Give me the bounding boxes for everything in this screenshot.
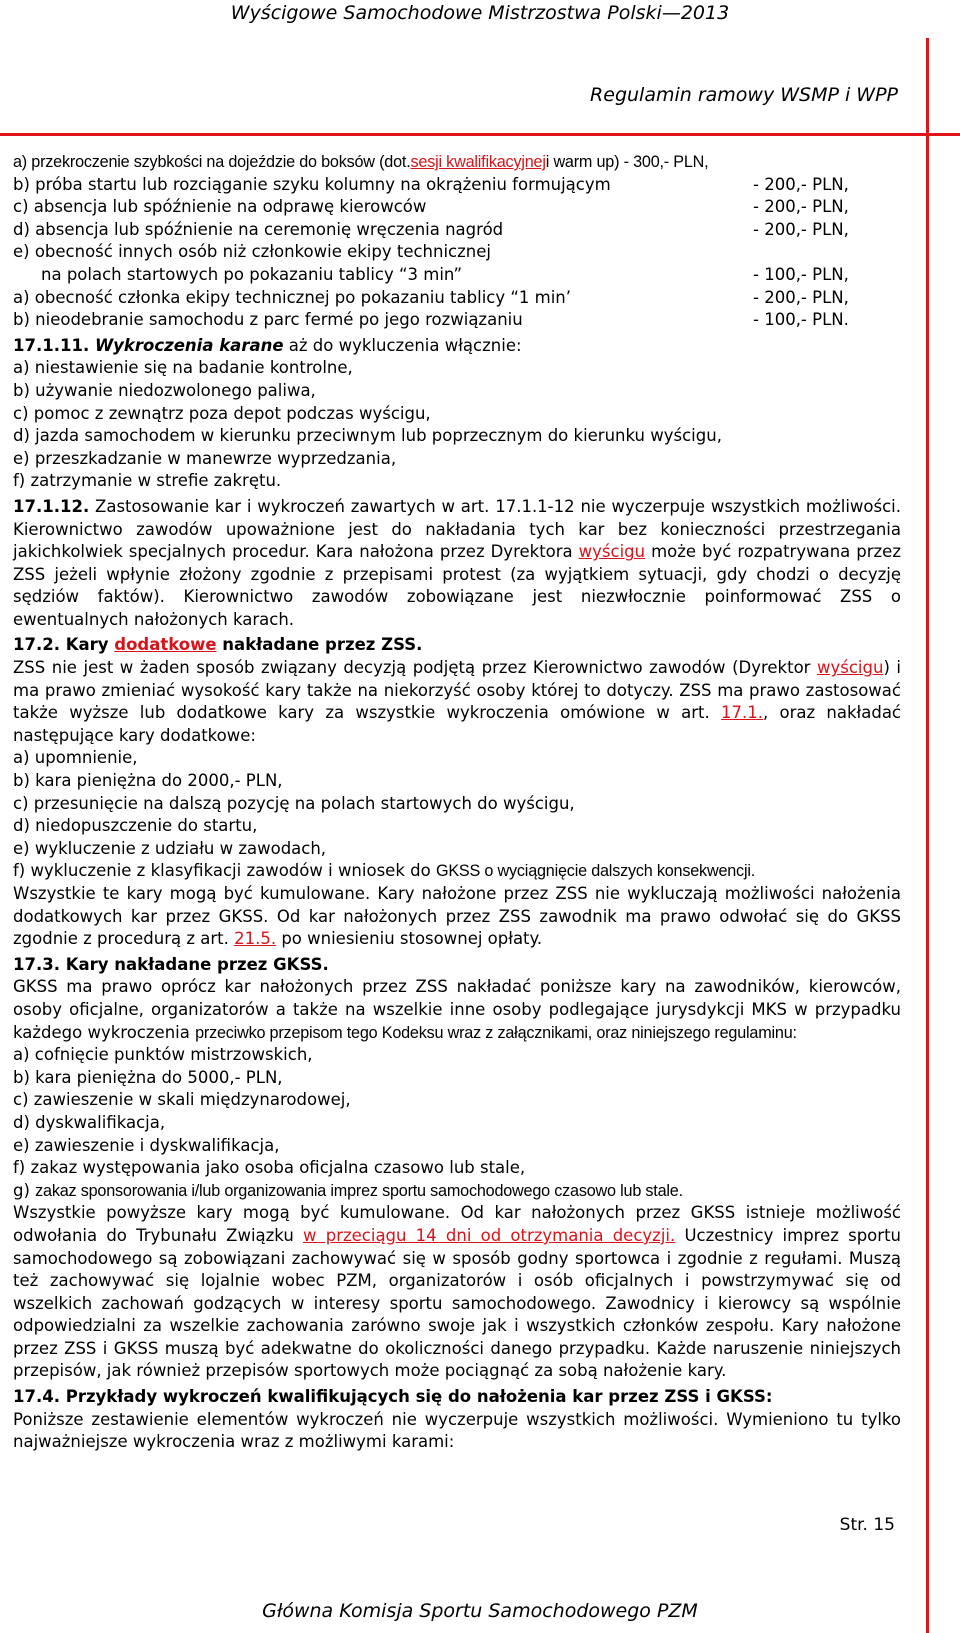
penalty-item: [13, 241, 901, 264]
qualifying-session-link[interactable]: sesji kwalifikacyjnej: [410, 153, 546, 171]
list-item: c) przesunięcie na dalszą pozycję na polach startowych do wyścigu,: [13, 793, 575, 813]
penalty-item: [13, 309, 901, 332]
penalty-list: [13, 151, 901, 332]
paragraph-text: może być rozpatrywana przez ZSS jeżeli wpłynie złożony zgodnie z przepisami protest (za wyjątkiem sytuacji, gdy chodzi o decyzję sędziów faktów). Kierownictwo zawodów zobowiązane jest niezwłocznie poinformować ZSS o ewentualnych nałożonych karach.: [13, 542, 901, 629]
penalty-amount: - 200,- PLN,: [753, 219, 849, 239]
penalty-label: d) absencja lub spóźnienie na ceremonię wręczenia nagród: [13, 219, 504, 239]
section-17-2: [13, 634, 901, 950]
penalty-label: e) obecność innych osób niż członkowie ekipy technicznej: [13, 242, 491, 262]
list-item: e) wykluczenie z udziału w zawodach,: [13, 838, 327, 858]
penalty-item: [13, 174, 901, 197]
margin-divider: [926, 38, 929, 1633]
paragraph: Wszystkie te kary mogą być kumulowane. Kary nałożone przez ZSS nie wykluczają możliwości nałożenia dodatkowych kar przez GKSS. Od kar nałożonych przez ZSS zawodnik ma prawo odwołać się do GKSS zgodnie z procedurą z art. 21.5. po wniesieniu stosownej opłaty.: [13, 884, 901, 949]
penalty-amount: - 100,- PLN,: [753, 264, 849, 284]
section-heading: 17.3. Kary nakładane przez GKSS.: [13, 954, 329, 974]
list-item: e) przeszkadzanie w manewrze wyprzedzania,: [13, 448, 397, 468]
list-item: a) niestawienie się na badanie kontrolne,: [13, 358, 353, 378]
list-item: f) zakaz występowania jako osoba oficjalna czasowo lub stale,: [13, 1158, 526, 1178]
list-item: b) kara pieniężna do 5000,- PLN,: [13, 1067, 283, 1087]
penalty-label: b) nieodebranie samochodu z parc fermé po jego rozwiązaniu: [13, 310, 523, 330]
penalty-item: [13, 196, 901, 219]
penalty-amount: - 100,- PLN.: [753, 310, 849, 330]
penalty-label: na polach startowych po pokazaniu tablicy “3 min”: [41, 264, 463, 284]
paragraph-text: Zastosowanie kar i wykroczeń zawartych w art. 17.1.1-12 nie wyczerpuje wszystkich możliwości. Kierownictwo zawodów upoważnione jest do nakładania tych kar bez konieczności przestrzegania jakichkolwiek specjalnych procedur. Kara nałożona przez Dyrektora: [13, 496, 901, 562]
list-item: f) wykluczenie z klasyfikacji zawodów i wniosek do GKSS o wyciągnięcie dalszych konsekwencji.: [13, 861, 756, 881]
penalty-item: [13, 287, 901, 310]
list-item: e) zawieszenie i dyskwalifikacja,: [13, 1135, 280, 1155]
paragraph: GKSS ma prawo oprócz kar nałożonych przez ZSS nakładać poniższe kary na zawodników, kierowców, osoby oficjalne, organizatorów a także na wszelkie inne osoby podlegające jurysdykcji MKS w przypadku każdego wykroczenia przeciwko przepisom tego Kodeksu wraz z załącznikami, oraz niniejszego regulaminu:: [13, 977, 901, 1042]
list-item: d) dyskwalifikacja,: [13, 1112, 166, 1132]
penalty-item: [13, 151, 901, 174]
header-title: Wyścigowe Samochodowe Mistrzostwa Polski—2013: [230, 2, 730, 24]
penalty-label: a) obecność członka ekipy technicznej po pokazaniu tablicy “1 min’: [13, 287, 572, 307]
list-item: a) cofnięcie punktów mistrzowskich,: [13, 1045, 313, 1065]
list-item: g) zakaz sponsorowania i/lub organizowania imprez sportu samochodowego czasowo lub stale.: [13, 1180, 683, 1200]
section-heading: 17.4. Przykłady wykroczeń kwalifikujących się do nałożenia kar przez ZSS i GKSS:: [13, 1387, 773, 1407]
penalty-item: [13, 264, 901, 287]
article-17-1-link[interactable]: 17.1.: [721, 703, 764, 723]
list-item: b) używanie niedozwolonego paliwa,: [13, 380, 316, 400]
list-item: c) zawieszenie w skali międzynarodowej,: [13, 1090, 351, 1110]
list-item: d) jazda samochodem w kierunku przeciwnym lub poprzecznym do kierunku wyścigu,: [13, 426, 722, 446]
section-number: 17.1.12.: [13, 496, 90, 516]
section-title-rest: aż do wykluczenia włącznie:: [283, 335, 522, 355]
penalty-amount: - 200,- PLN,: [753, 174, 849, 194]
penalty-text: i warm up) - 300,- PLN,: [545, 153, 709, 171]
list-item: a) upomnienie,: [13, 748, 138, 768]
penalty-amount: - 200,- PLN,: [753, 197, 849, 217]
document-body: [13, 151, 901, 1454]
paragraph: Poniższe zestawienie elementów wykroczeń nie wyczerpuje wszystkich możliwości. Wymieniono tu tylko najważniejsze wykroczenia wraz z możliwymi karami:: [13, 1409, 901, 1452]
penalty-item: [13, 219, 901, 242]
footer-text: Główna Komisja Sportu Samochodowego PZM: [262, 1600, 698, 1622]
article-21-5-link[interactable]: 21.5.: [234, 929, 277, 949]
section-number: 17.1.11.: [13, 335, 95, 355]
penalty-label: b) próba startu lub rozciąganie szyku kolumny na okrążeniu formującym: [13, 174, 611, 194]
list-item: f) zatrzymanie w strefie zakrętu.: [13, 471, 282, 491]
race-link[interactable]: wyścigu: [578, 542, 646, 562]
penalty-label: c) absencja lub spóźnienie na odprawę kierowców: [13, 197, 427, 217]
page-number: Str. 15: [839, 1515, 895, 1535]
list-item: c) pomoc z zewnątrz poza depot podczas wyścigu,: [13, 403, 431, 423]
section-17-4: [13, 1386, 901, 1454]
penalty-text: a) przekroczenie szybkości na dojeździe do boksów (dot.: [13, 153, 411, 171]
section-heading: [13, 335, 901, 358]
section-title: Wykroczenia karane: [94, 335, 284, 355]
penalty-amount: - 200,- PLN,: [753, 287, 849, 307]
additional-link[interactable]: dodatkowe: [114, 635, 217, 655]
list-item: d) niedopuszczenie do startu,: [13, 816, 258, 836]
section-17-3: [13, 954, 901, 1383]
header-subtitle: Regulamin ramowy WSMP i WPP: [590, 84, 898, 106]
header-divider: [0, 133, 960, 136]
section-17-1-11: [13, 335, 901, 493]
paragraph: ZSS nie jest w żaden sposób związany decyzją podjętą przez Kierownictwo zawodów (Dyrektor wyścigu) i ma prawo zmieniać wysokość kary także na niekorzyść osoby której to dotyczy. ZSS ma prawo zastosować także wyższe lub dodatkowe kary za wszystkie wykroczenia omówione w art. 17.1., oraz nakładać następujące kary dodatkowe:: [13, 658, 902, 745]
race-link[interactable]: wyścigu: [816, 658, 884, 678]
paragraph: Wszystkie powyższe kary mogą być kumulowane. Od kar nałożonych przez GKSS istnieje możliwość odwołania do Trybunału Związku w przeciągu 14 dni od otrzymania decyzji. Uczestnicy imprez sportu samochodowego są zobowiązani zachowywać się w sposób godny sportowca i zgodnie z regułami. Muszą też zachowywać się lojalnie wobec PZM, organizatorów i osób oficjalnych i powstrzymywać się od wszelkich zachowań godzących w interesy sportu samochodowego. Zawodnicy i kierowcy są wspólnie odpowiedzialni za wszelkie zachowania zarówno swoje jak i wszystkich członków zespołu. Kary nałożone przez ZSS i GKSS muszą być adekwatne do okoliczności danego przypadku. Każde naruszenie niniejszych przepisów, jak również przepisów sportowych może pociągnąć za sobą nałożenie kary.: [13, 1203, 901, 1381]
section-17-1-12: [13, 496, 901, 632]
section-heading: 17.2. Kary dodatkowe nakładane przez ZSS.: [13, 635, 423, 655]
appeal-deadline-link[interactable]: w przeciągu 14 dni od otrzymania decyzji.: [303, 1225, 676, 1245]
list-item: b) kara pieniężna do 2000,- PLN,: [13, 771, 283, 791]
